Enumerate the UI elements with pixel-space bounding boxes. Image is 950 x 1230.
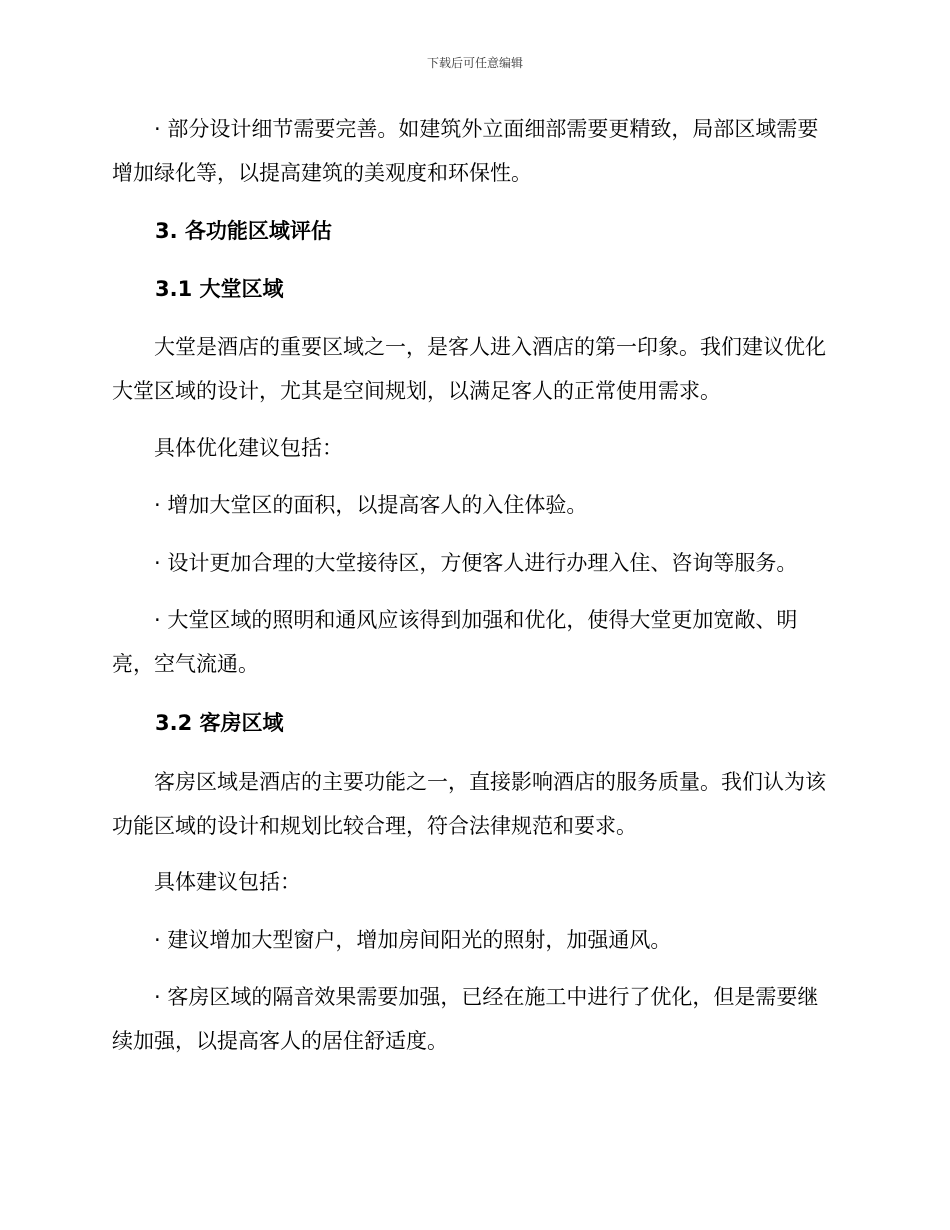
paragraph-design-details: · 部分设计细节需要完善。如建筑外立面细部需要更精致，局部区域需要增加绿化等，以提高建筑的美观度和环保性。: [112, 117, 819, 185]
list-item-guestroom-soundproofing: · 客房区域的隔音效果需要加强，已经在施工中进行了优化，但是需要继续加强，以提高客人的居住舒适度。: [112, 985, 819, 1053]
list-item-lobby-area: · 增加大堂区的面积，以提高客人的入住体验。: [154, 493, 588, 517]
paragraph-guestroom-intro: 客房区域是酒店的主要功能之一，直接影响酒店的服务质量。我们认为该功能区域的设计和规划比较合理，符合法律规范和要求。: [112, 770, 826, 838]
heading-section-3-1: 3.1 大堂区域: [155, 277, 284, 301]
paragraph-lobby-intro: 大堂是酒店的重要区域之一，是客人进入酒店的第一印象。我们建议优化大堂区域的设计，尤其是空间规划，以满足客人的正常使用需求。: [112, 335, 826, 403]
heading-section-3: 3. 各功能区域评估: [155, 219, 332, 243]
heading-section-3-2: 3.2 客房区域: [155, 711, 284, 735]
paragraph-guestroom-suggestions-label: 具体建议包括：: [154, 870, 301, 894]
page-header: 下载后可任意编辑: [426, 56, 523, 70]
list-item-lobby-lighting: · 大堂区域的照明和通风应该得到加强和优化，使得大堂更加宽敞、明亮，空气流通。: [112, 608, 798, 676]
list-item-guestroom-windows: · 建议增加大型窗户，增加房间阳光的照射，加强通风。: [154, 928, 672, 952]
paragraph-lobby-suggestions-label: 具体优化建议包括：: [154, 436, 343, 460]
list-item-lobby-reception: · 设计更加合理的大堂接待区，方便客人进行办理入住、咨询等服务。: [154, 551, 798, 575]
